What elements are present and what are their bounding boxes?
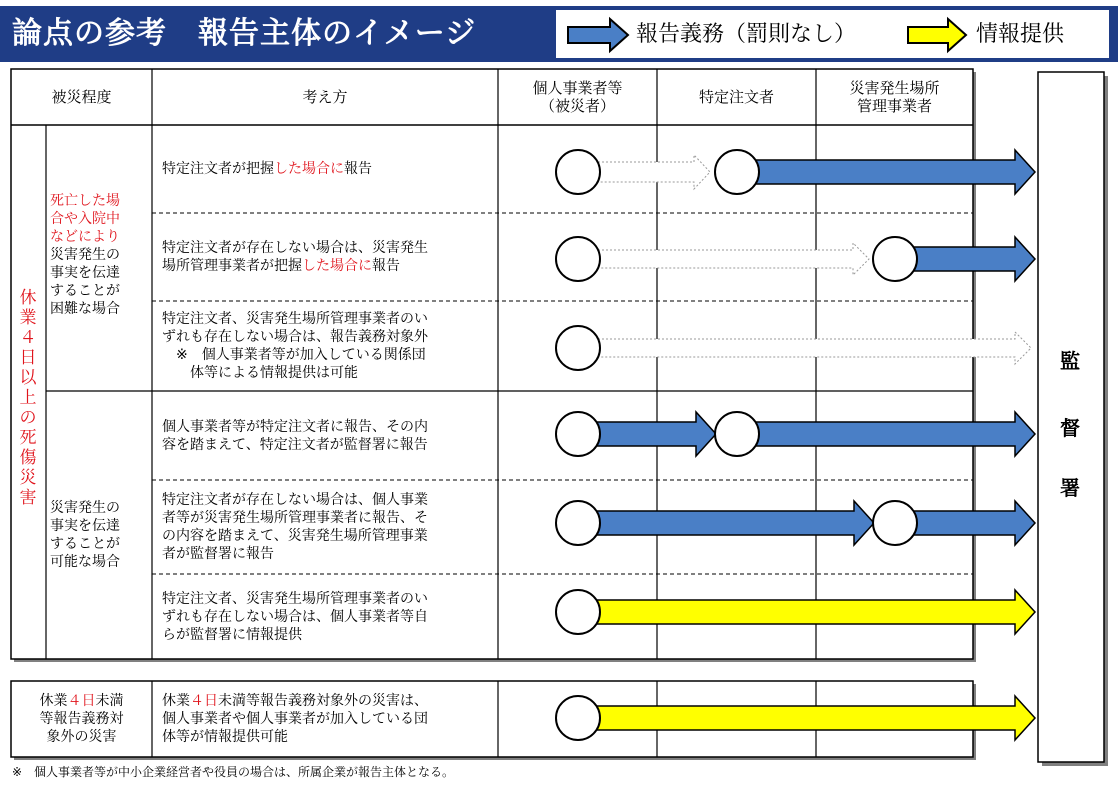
row-5-self-employed-node [556, 501, 600, 545]
main-category-char: 災 [19, 468, 37, 488]
row-3-dotted-arrow [598, 332, 1031, 364]
row-5-site-manager-node [873, 501, 917, 545]
row-2-post-text: 報告 [372, 258, 400, 274]
bottom-description-pre: 休業 [162, 693, 190, 709]
main-category-char: 休 [19, 288, 37, 308]
header-approach: 考え方 [302, 88, 348, 106]
bottom-info-arrow [595, 696, 1035, 740]
bottom-category-red: ４日 [67, 693, 96, 709]
bottom-self-employed-node [556, 696, 600, 740]
group-a-red-text: 死亡した場 合や入院中 などにより [50, 193, 120, 245]
main-category-char: の [19, 408, 37, 428]
office-char-1: 監 [1060, 349, 1080, 373]
row-2-text: 特定注文者が存在しない場合は、災害発生 場所管理事業者が把握 [162, 240, 428, 274]
bottom-description-red: ４日 [190, 693, 218, 709]
row-4-duty-arrow-b [752, 412, 1035, 456]
main-category-char: 害 [19, 488, 37, 508]
main-category-char: 日 [19, 348, 37, 368]
main-category-char: 上 [19, 388, 37, 408]
main-category-char: 死 [19, 428, 37, 448]
row-4-client-node [715, 412, 759, 456]
row-2-duty-arrow [908, 237, 1035, 281]
group-b-text: 災害発生の 事実を伝達 することが 可能な場合 [50, 500, 120, 570]
row-5-duty-arrow-a [595, 501, 874, 545]
row-6-self-employed-node [556, 590, 600, 634]
row-1-client-node [715, 150, 759, 194]
header-self-employed-l2: （被災者） [539, 97, 615, 115]
row-5-text: 特定注文者が存在しない場合は、個人事業 者等が災害発生場所管理事業者に報告、そ の内容を踏まえて、災害発生場所管理事業 者が監督署に報告 [162, 492, 428, 562]
legend-info-label: 情報提供 [976, 22, 1065, 47]
page-title: 論点の参考 報告主体のイメージ [12, 16, 477, 51]
office-char-2: 督 [1060, 416, 1080, 440]
row-4-self-employed-node [556, 412, 600, 456]
row-2-dotted-arrow [598, 243, 869, 275]
bottom-description-post: 未満等報告義務対象外の災害は、 個人事業者や個人事業者が加入している団 体等が情報提供可能 [162, 693, 428, 745]
main-category-char: 傷 [19, 448, 37, 468]
row-6-text: 特定注文者、災害発生場所管理事業者のい ずれも存在しない場合は、個人事業者等自 らが監督署に情報提供 [162, 590, 428, 643]
office-char-3: 署 [1060, 476, 1080, 500]
header-degree: 被災程度 [51, 88, 112, 106]
main-category-char: ４ [19, 328, 37, 348]
row-1-duty-arrow [750, 150, 1035, 194]
row-5-duty-arrow-b [910, 501, 1035, 545]
bottom-category-pre: 休業 [39, 693, 68, 709]
row-1-red-text: した場合に [274, 161, 344, 177]
row-2-site-manager-node [873, 237, 917, 281]
legend-duty-label: 報告義務（罰則なし） [636, 22, 857, 47]
header-client: 特定注文者 [698, 88, 774, 106]
main-category-char: 以 [19, 368, 37, 388]
row-2-self-employed-node [556, 237, 600, 281]
row-1-post-text: 報告 [344, 161, 372, 177]
row-6-info-arrow [595, 590, 1035, 634]
main-category-char: 業 [19, 308, 37, 328]
row-3-text: 特定注文者、災害発生場所管理事業者のい ずれも存在しない場合は、報告義務対象外 ※ 個人事業者等が加入している関係団 体等による情報提供は可能 [162, 311, 428, 381]
bottom-category-post: 未満 等報告義務対 象外の災害 [39, 693, 124, 745]
footnote: ※ 個人事業者等が中小企業経営者や役員の場合は、所属企業が報告主体となる。 [12, 765, 455, 779]
header-site-manager-l2: 管理事業者 [856, 97, 932, 115]
group-a-black-text: 災害発生の 事実を伝達 することが 困難な場合 [50, 247, 120, 317]
row-4-text: 個人事業者等が特定注文者に報告、その内 容を踏まえて、特定注文者が監督署に報告 [162, 418, 428, 453]
header-site-manager-l1: 災害発生場所 [849, 79, 940, 97]
header-self-employed-l1: 個人事業者等 [532, 79, 623, 97]
row-1-dotted-arrow [598, 155, 710, 189]
row-4-duty-arrow-a [595, 412, 716, 456]
row-1-self-employed-node [556, 150, 600, 194]
row-3-self-employed-node [556, 326, 600, 370]
row-2-red-text: した場合に [302, 258, 372, 274]
row-1-text: 特定注文者が把握 [162, 161, 274, 177]
